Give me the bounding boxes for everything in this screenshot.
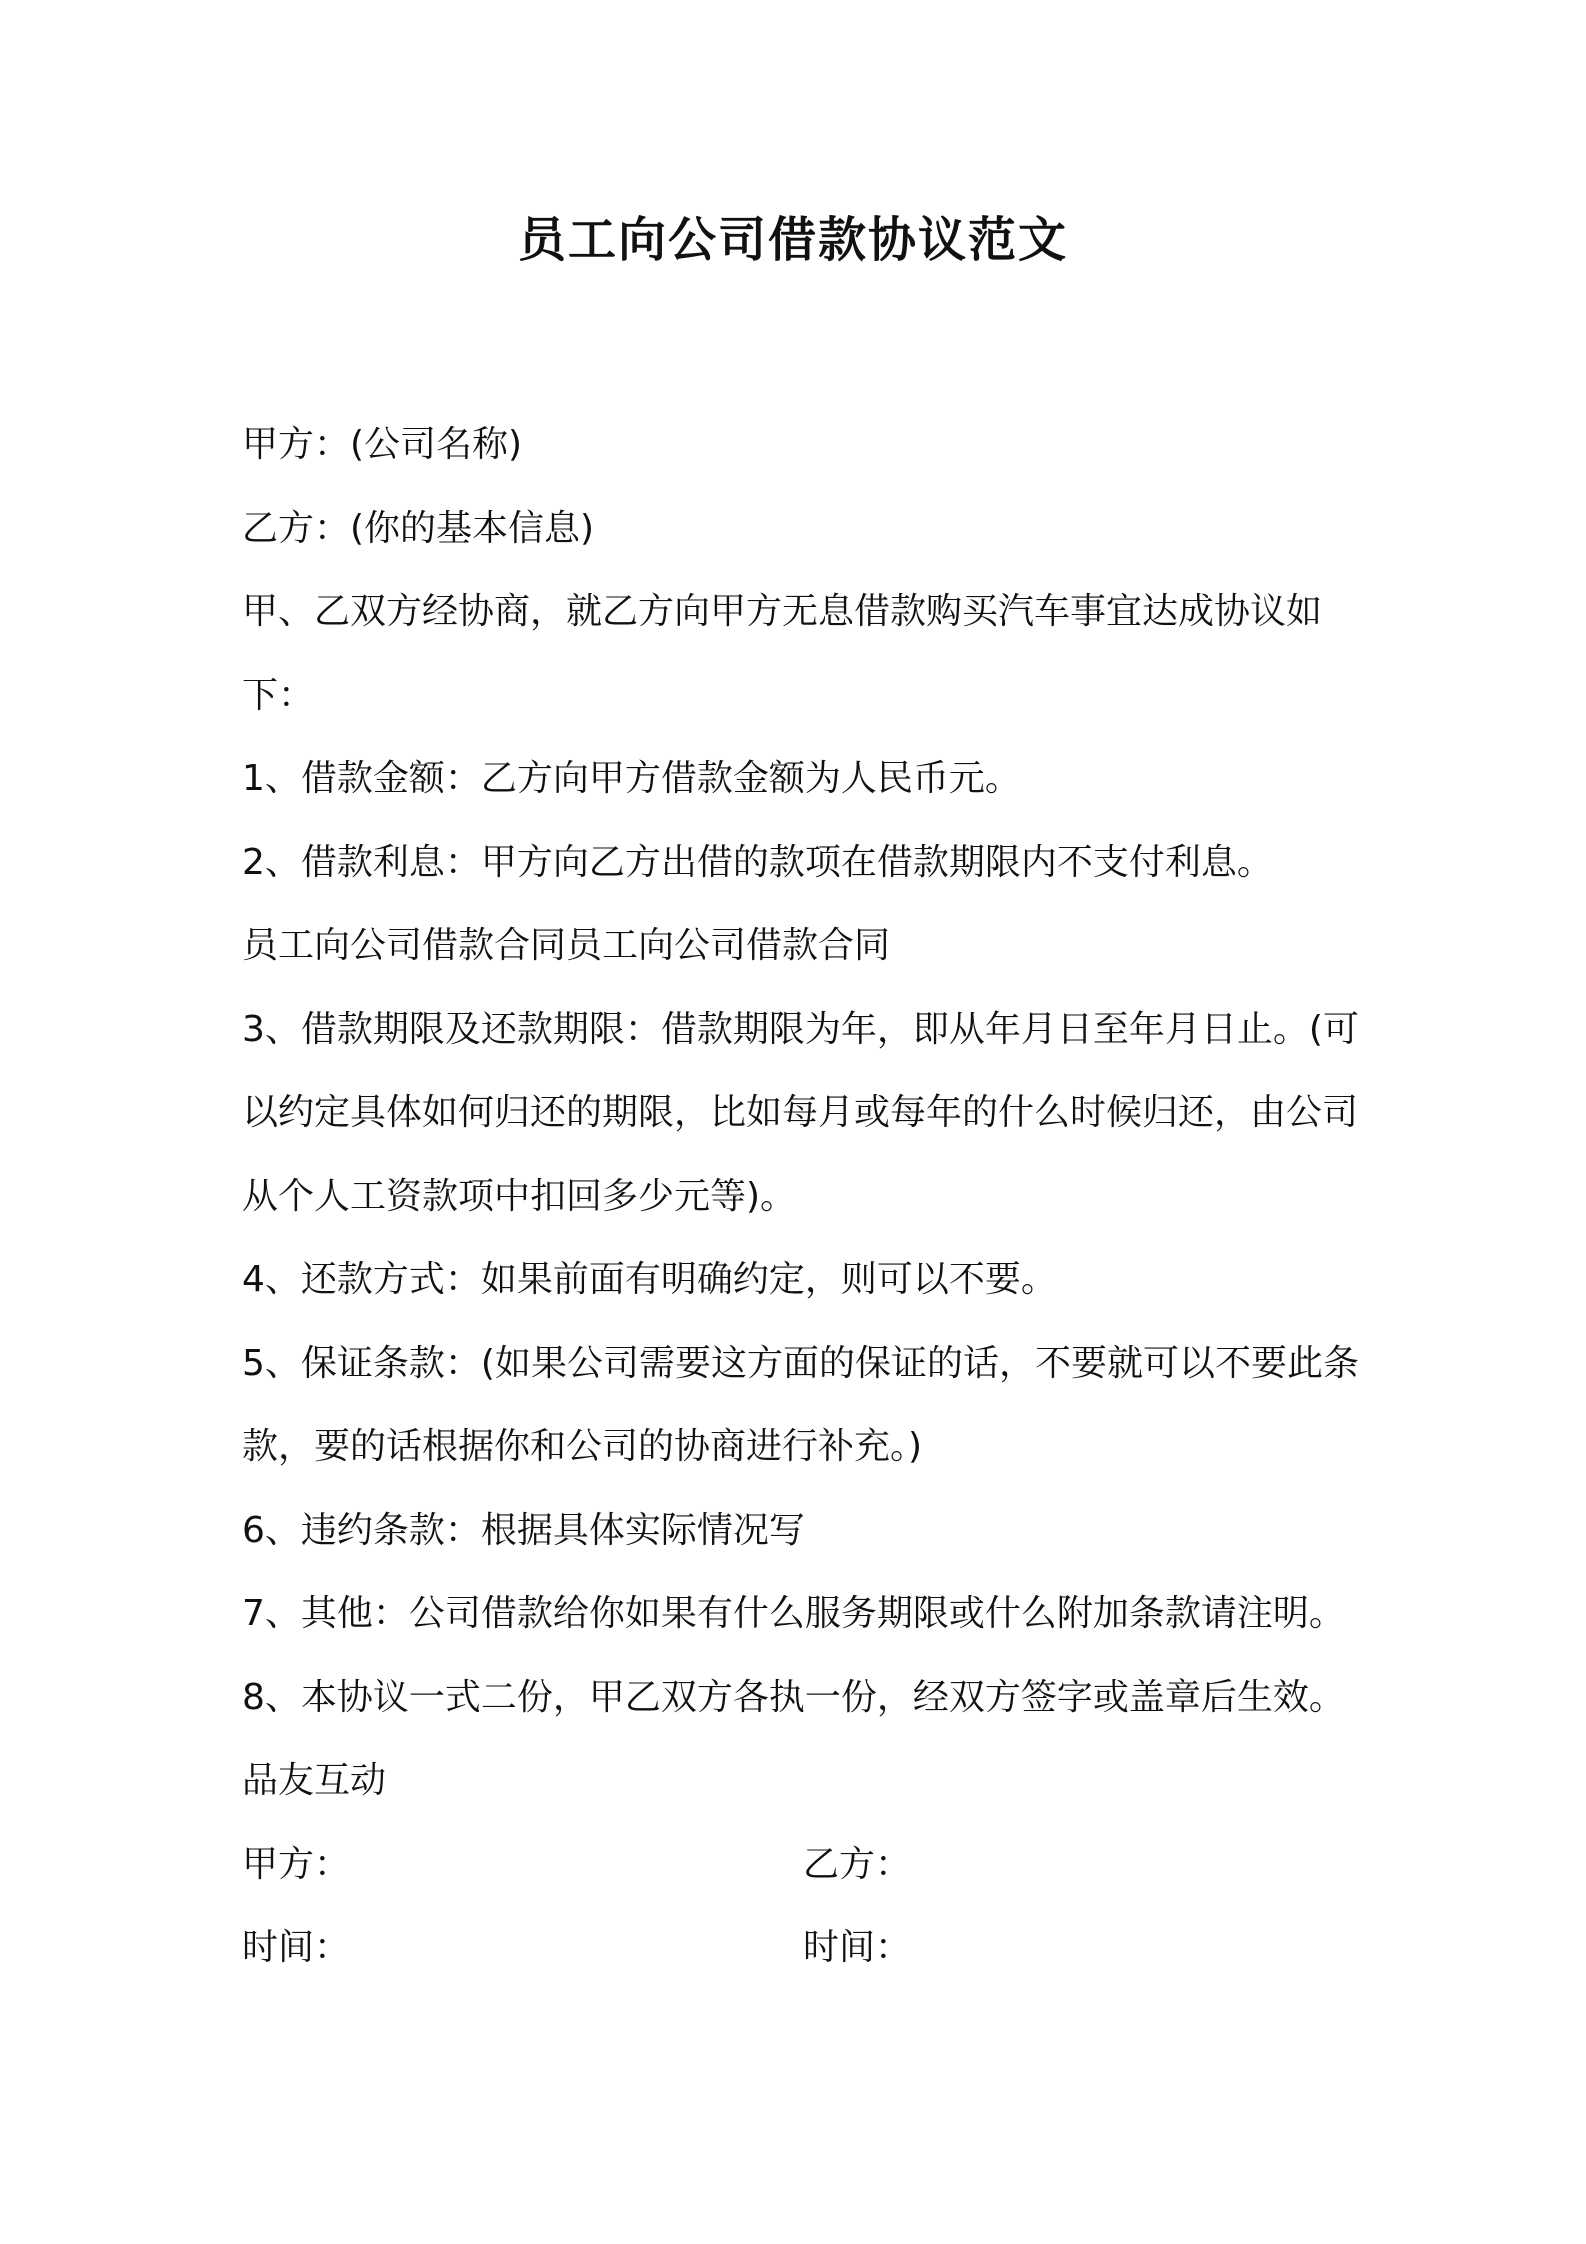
clause-1-loan-amount: 1、借款金额：乙方向甲方借款金额为人民币元。 — [242, 758, 1021, 799]
agreement-intro: 甲、乙双方经协商，就乙方向甲方无息借款购买汽车事宜达成协议如下： — [242, 591, 1323, 716]
clause-4-repayment: 4、还款方式：如果前面有明确约定，则可以不要。 — [242, 1259, 1057, 1300]
contract-heading-line: 员工向公司借款合同员工向公司借款合同 — [242, 925, 891, 966]
party-a-time-label: 时间： — [242, 1927, 351, 1968]
clause-7-other: 7、其他：公司借款给你如果有什么服务期限或什么附加条款请注明。 — [242, 1593, 1345, 1634]
party-a-line: 甲方：(公司名称) — [242, 424, 523, 465]
signature-time-row — [242, 1906, 1382, 1990]
party-b-signature-label: 乙方： — [803, 1843, 912, 1885]
party-b-line: 乙方：(你的基本信息) — [242, 507, 595, 549]
party-b-time-label: 时间： — [803, 1927, 912, 1968]
source-note: 品友互动 — [242, 1760, 387, 1801]
clause-3-loan-term: 3、借款期限及还款期限：借款期限为年，即从年月日至年月日止。(可以约定具体如何归还的期限，比如每月或每年的什么时候归还，由公司从个人工资款项中扣回多少元等)。 — [242, 1008, 1359, 1217]
clause-8-effect: 8、本协议一式二份，甲乙双方各执一份，经双方签字或盖章后生效。 — [242, 1676, 1345, 1718]
document-title: 员工向公司借款协议范文 — [517, 212, 1068, 268]
document-body — [242, 403, 1382, 1990]
clause-2-interest: 2、借款利息：甲方向乙方出借的款项在借款期限内不支付利息。 — [242, 841, 1273, 883]
clause-6-breach: 6、违约条款：根据具体实际情况写 — [242, 1509, 805, 1551]
clause-5-guarantee: 5、保证条款：(如果公司需要这方面的保证的话，不要就可以不要此条款，要的话根据你和公司的协商进行补充。) — [242, 1342, 1359, 1467]
signature-party-row — [242, 1823, 1382, 1907]
party-a-signature-label: 甲方： — [242, 1843, 351, 1885]
